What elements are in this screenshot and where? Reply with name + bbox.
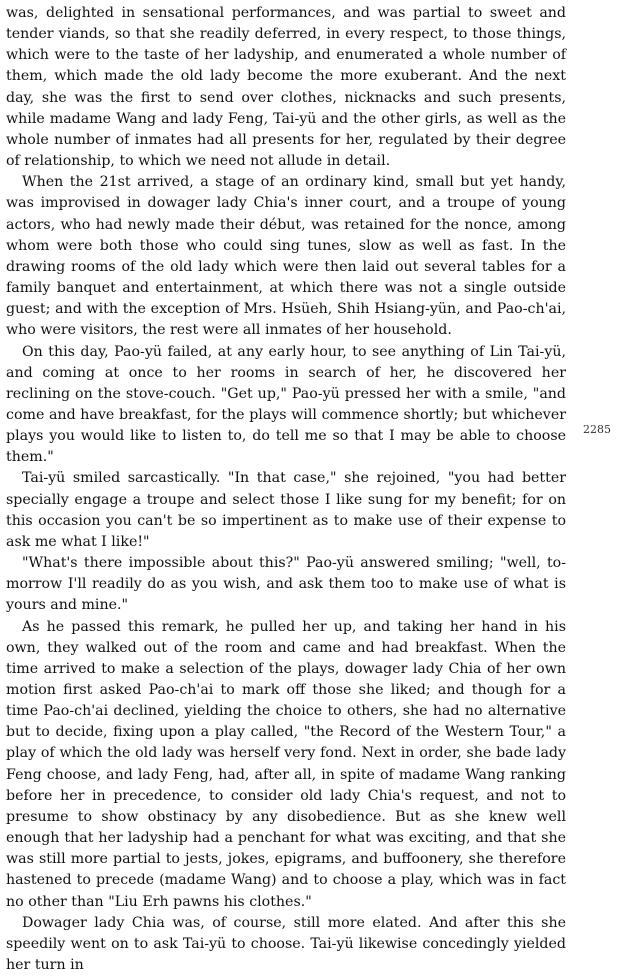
paragraph-continued: was, delighted in sensational performances, and was partial to sweet and tender viands, so that she readily deferred, in every respect, to those things, which were to the taste of her ladyship, and enumerated a whole number of them, which made the old lady become the more exuberant. And the next day, she was the first to send over clothes, nicknacks and such presents, while madame Wang and lady Feng, Tai-yü and the other girls, as well as the whole number of inmates had all presents for her, regulated by their degree of relationship, to which we need not allude in detail. — [6, 5, 566, 170]
paragraph-play-selection: As he passed this remark, he pulled her up, and taking her hand in his own, they walked out of the room and came and had breakfast. When the time arrived to make a selection of the plays, dowager lady Chia of her own motion first asked Pao-ch'ai to mark off those she liked; and though for a time Pao-ch'ai declined, yielding the choice to others, she had no alternative but to decide, fixing upon a play called, "the Record of the Western Tour," a play of which the old lady was herself very fond. Next in order, she bade lady Feng choose, and lady Feng, had, after all, in spite of madame Wang ranking before her in precedence, to consider old lady Chia's request, and not to presume to show obstinacy by any disobedience. But as she knew well enough that her ladyship had a penchant for what was exciting, and that she was still more partial to jests, jokes, epigrams, and buffoonery, she therefore hastened to precede (madame Wang) and to choose a play, which was in fact no other than "Liu Erh pawns his clothes." — [6, 618, 566, 910]
page-number: 2285 — [583, 423, 611, 436]
paragraph-tai-yu-reply: Tai-yü smiled sarcastically. "In that case," she rejoined, "you had better specially engage a troupe and select those I like sung for my benefit; for on this occasion you can't be so impertinent as to make use of their expense to ask me what I like!" — [6, 470, 566, 550]
body-text — [6, 3, 566, 976]
paragraph-pao-yu-answer: "What's there impossible about this?" Pao-yü answered smiling; "well, to-morrow I'll readily do as you wish, and ask them too to make use of what is yours and mine." — [6, 555, 566, 614]
paragraph-21st-arrived: When the 21st arrived, a stage of an ordinary kind, small but yet handy, was improvised in dowager lady Chia's inner court, and a troupe of young actors, who had newly made their début, was retained for the nonce, among whom were both those who could sing tunes, slow as well as fast. In the drawing rooms of the old lady which were then laid out several tables for a family banquet and entertainment, at which there was not a single outside guest; and with the exception of Mrs. Hsüeh, Shih Hsiang-yün, and Pao-ch'ai, who were visitors, the rest were all inmates of her household. — [6, 174, 566, 339]
paragraph-pao-yu-visits: On this day, Pao-yü failed, at any early hour, to see anything of Lin Tai-yü, and coming at once to her rooms in search of her, he discovered her reclining on the stove-couch. "Get up," Pao-yü pressed her with a smile, "and come and have breakfast, for the plays will commence shortly; but whichever plays you would like to listen to, do tell me so that I may be able to choose them." — [6, 343, 566, 466]
paragraph-tai-yu-turn: Dowager lady Chia was, of course, still more elated. And after this she speedily went on to ask Tai-yü to choose. Tai-yü likewise concedingly yielded her turn in — [6, 914, 566, 974]
